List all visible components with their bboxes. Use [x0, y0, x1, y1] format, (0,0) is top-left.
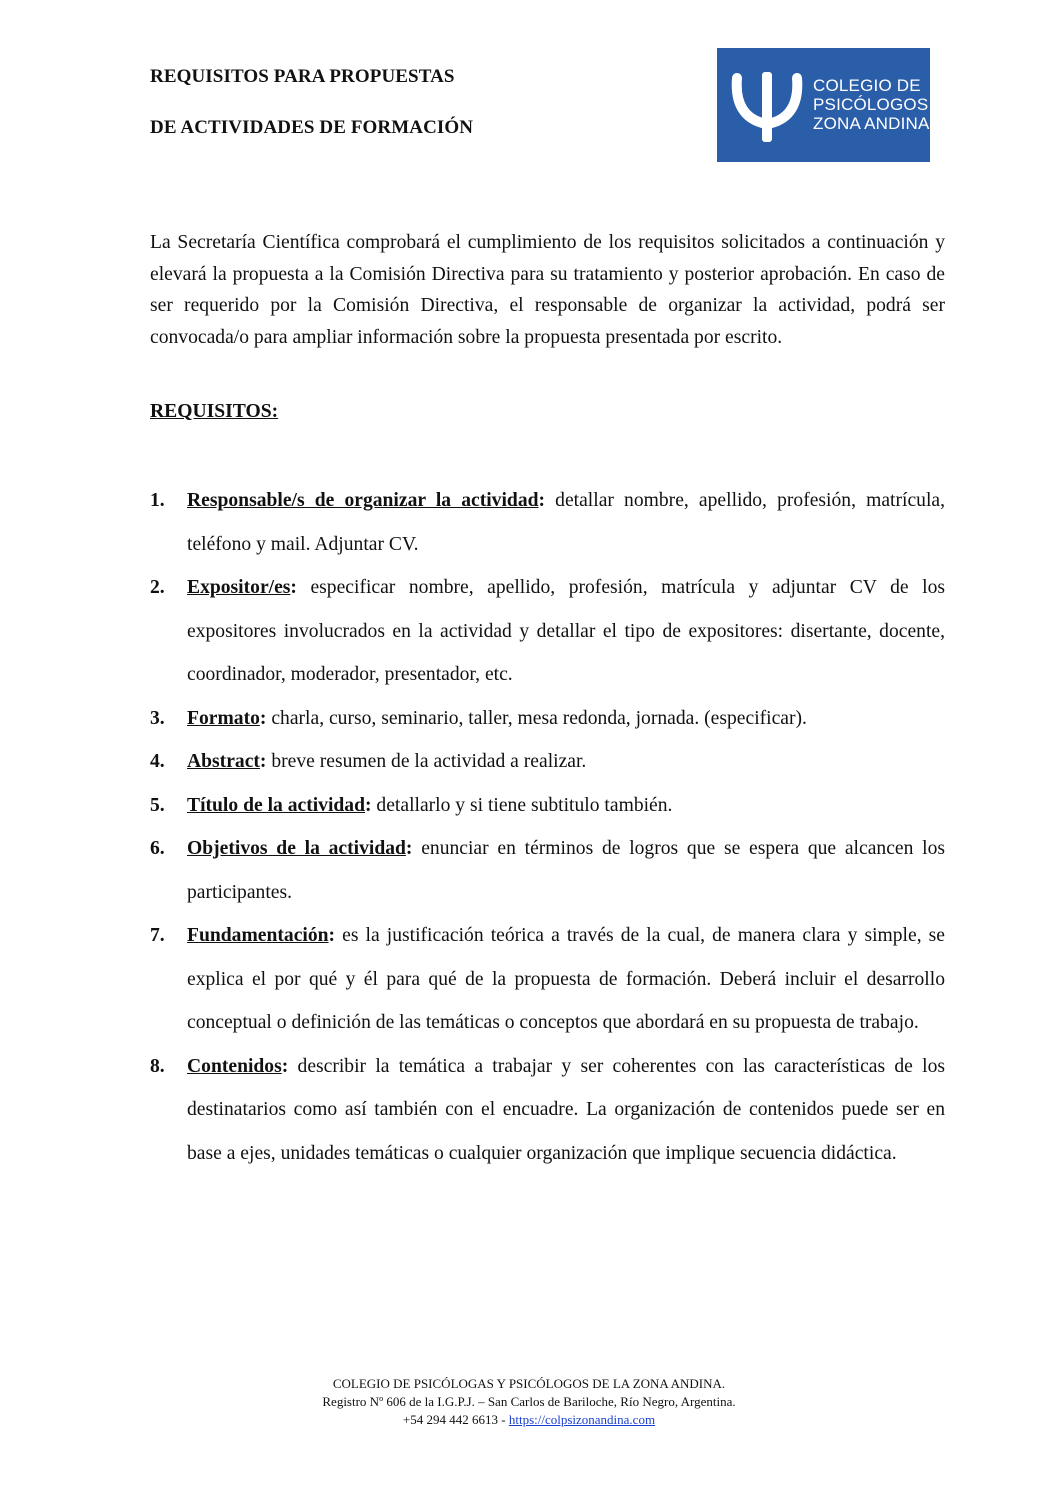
requisito-number: 3. [150, 707, 165, 729]
requisito-item: 8. Contenidos: describir la temática a trabajar y ser coherentes con las características de los destinatarios como así también con el encuadre. La organización de contenidos puede ser en base a ejes, unidades temáticas o cualquier organización que implique secuencia didáctica. [150, 1045, 945, 1176]
requisito-label: Contenidos [187, 1055, 282, 1077]
footer-phone: +54 294 442 6613 - [402, 1412, 506, 1427]
requisito-item: 3. Formato: charla, curso, seminario, taller, mesa redonda, jornada. (especificar). [150, 697, 945, 741]
page-footer [0, 1375, 1058, 1429]
document-title-line-2: DE ACTIVIDADES DE FORMACIÓN [150, 117, 474, 138]
requisito-text: detallar nombre, apellido, profesión, matrícula, teléfono y mail. Adjuntar CV. [187, 490, 945, 555]
logo-text-line: COLEGIO DE [813, 76, 921, 95]
requisito-number: 4. [150, 751, 165, 772]
footer-org-name: COLEGIO DE PSICÓLOGAS Y PSICÓLOGOS DE LA ZONA ANDINA. [332, 1376, 726, 1391]
requisito-number: 6. [150, 838, 165, 859]
requisito-item: 6. Objetivos de la actividad: enunciar en términos de logros que se espera que alcancen los participantes. [150, 827, 945, 914]
requisito-item: 1. Responsable/s de organizar la actividad: detallar nombre, apellido, profesión, matrícula, teléfono y mail. Adjuntar CV. [150, 479, 945, 566]
requisito-label: Fundamentación [187, 925, 329, 946]
requisito-label: Formato [187, 707, 260, 729]
requisito-item: 7. Fundamentación: es la justificación teórica a través de la cual, de manera clara y simple, se explica el por qué y él para qué de la propuesta de formación. Deberá incluir el desarrollo conceptual o definición de las temáticas o conceptos que abordará en su propuesta de trabajo. [150, 914, 945, 1045]
requisito-number: 1. [150, 490, 165, 511]
document-title-line-1: REQUISITOS PARA PROPUESTAS [150, 66, 455, 87]
footer-contact [0, 1411, 1058, 1429]
requisito-item: 2. Expositor/es: especificar nombre, apellido, profesión, matrícula y adjuntar CV de los expositores involucrados en la actividad y detallar el tipo de expositores: disertante, docente, coordinador, moderador, presentador, etc. [150, 566, 945, 697]
requisito-text: enunciar en términos de logros que se espera que alcancen los participantes. [187, 838, 945, 903]
colegio-logo [717, 48, 930, 162]
website-link[interactable]: https://colpsizonandina.com [508, 1412, 656, 1427]
requisito-text: charla, curso, seminario, taller, mesa redonda, jornada. (especificar). [266, 707, 807, 729]
requisito-label: Abstract [187, 751, 260, 772]
requisito-label: Responsable/s de organizar la actividad [187, 490, 539, 511]
requisitos-heading: REQUISITOS: [150, 401, 279, 422]
requisito-text: detallarlo y si tiene subtitulo también. [371, 794, 673, 816]
logo-text [813, 76, 930, 133]
requisito-label: Objetivos de la actividad [187, 838, 406, 859]
requisito-label: Título de la actividad [187, 794, 365, 816]
psi-symbol-icon [731, 68, 807, 144]
requisito-text: describir la temática a trabajar y ser coherentes con las características de los destinatarios como así también con el encuadre. La organización de contenidos puede ser en base a ejes, unidades temáticas o cualquier organización que implique secuencia didáctica. [187, 1055, 945, 1164]
requisito-number: 5. [150, 794, 165, 816]
requisito-item: 5. Título de la actividad: detallarlo y si tiene subtitulo también. [150, 784, 945, 828]
requisito-text: es la justificación teórica a través de la cual, de manera clara y simple, se explica el por qué y él para qué de la propuesta de formación. Deberá incluir el desarrollo conceptual o definición de las temáticas o conceptos que abordará en su propuesta de trabajo. [187, 925, 945, 1033]
requisito-number: 7. [150, 925, 165, 946]
logo-text-line: ZONA ANDINA [813, 114, 930, 133]
requisito-text: breve resumen de la actividad a realizar. [266, 751, 587, 772]
requisito-number: 8. [150, 1055, 165, 1077]
intro-paragraph: La Secretaría Científica comprobará el cumplimiento de los requisitos solicitados a continuación y elevará la propuesta a la Comisión Directiva para su tratamiento y posterior aprobación. En caso de ser requerido por la Comisión Directiva, el responsable de organizar la actividad, podrá ser convocada/o para ampliar información sobre la propuesta presentada por escrito. [150, 232, 945, 348]
footer-registry: Registro Nº 606 de la I.G.P.J. – San Carlos de Bariloche, Río Negro, Argentina. [322, 1394, 736, 1409]
requisito-number: 2. [150, 577, 165, 598]
logo-text-line: PSICÓLOGOS [813, 95, 929, 114]
requisitos-list [150, 479, 945, 1175]
requisito-text: especificar nombre, apellido, profesión, matrícula y adjuntar CV de los expositores involucrados en la actividad y detallar el tipo de expositores: disertante, docente, coordinador, moderador, presentador, etc. [187, 577, 945, 685]
requisito-item: 4. Abstract: breve resumen de la actividad a realizar. [150, 740, 945, 784]
requisito-label: Expositor/es [187, 577, 291, 598]
